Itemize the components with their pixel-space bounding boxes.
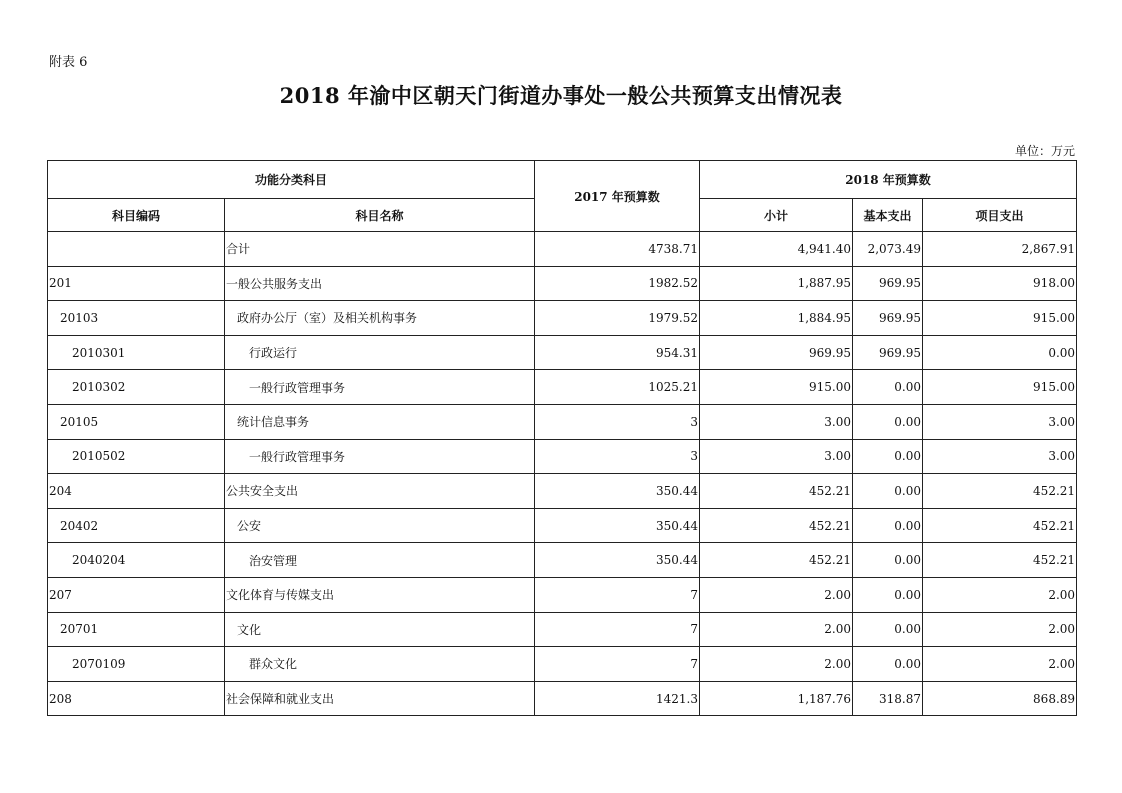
- subtotal-cell: 4,941.40: [700, 232, 853, 267]
- project-expense-cell: 452.21: [923, 543, 1077, 578]
- subtotal-cell: 452.21: [700, 508, 853, 543]
- table-row: [48, 370, 1077, 405]
- subject-code-cell: [48, 232, 225, 267]
- header-budget-2018: 2018 年预算数: [700, 161, 1077, 199]
- basic-expense-cell: 969.95: [853, 301, 923, 336]
- basic-expense-cell: 2,073.49: [853, 232, 923, 267]
- subject-name-cell: 合计: [225, 232, 535, 267]
- project-expense-cell: 2,867.91: [923, 232, 1077, 267]
- subject-name-cell: 治安管理: [225, 543, 535, 578]
- project-expense-cell: 452.21: [923, 508, 1077, 543]
- project-expense-cell: 0.00: [923, 335, 1077, 370]
- header-subject-name: 科目名称: [225, 199, 535, 232]
- subject-name-cell: 公共安全支出: [225, 474, 535, 509]
- subject-name-cell: 社会保障和就业支出: [225, 681, 535, 716]
- subject-name-cell: 公安: [225, 508, 535, 543]
- basic-expense-cell: 0.00: [853, 647, 923, 682]
- subtotal-cell: 1,187.76: [700, 681, 853, 716]
- subject-code-cell: 2070109: [48, 647, 225, 682]
- subject-code-cell: 20701: [48, 612, 225, 647]
- subject-code-cell: 204: [48, 474, 225, 509]
- table-row: [48, 577, 1077, 612]
- project-expense-cell: 2.00: [923, 647, 1077, 682]
- subject-name-cell: 行政运行: [225, 335, 535, 370]
- project-expense-cell: 2.00: [923, 612, 1077, 647]
- table-row: [48, 404, 1077, 439]
- subject-name-cell: 文化体育与传媒支出: [225, 577, 535, 612]
- subject-code-cell: 20103: [48, 301, 225, 336]
- subtotal-cell: 3.00: [700, 404, 853, 439]
- basic-expense-cell: 0.00: [853, 404, 923, 439]
- subject-code-cell: 2010502: [48, 439, 225, 474]
- subject-name-cell: 统计信息事务: [225, 404, 535, 439]
- subject-code-cell: 201: [48, 266, 225, 301]
- subject-name-cell: 文化: [225, 612, 535, 647]
- table-row: [48, 232, 1077, 267]
- subject-name-cell: 一般行政管理事务: [225, 370, 535, 405]
- subtotal-cell: 969.95: [700, 335, 853, 370]
- subtotal-cell: 1,884.95: [700, 301, 853, 336]
- subject-code-cell: 2010301: [48, 335, 225, 370]
- subject-code-cell: 2010302: [48, 370, 225, 405]
- budget-2017-cell: 4738.71: [535, 232, 700, 267]
- budget-table: [47, 160, 1077, 716]
- subtotal-cell: 452.21: [700, 474, 853, 509]
- header-row-1: [48, 161, 1077, 199]
- table-row: [48, 508, 1077, 543]
- page-title: 2018 年渝中区朝天门街道办事处一般公共预算支出情况表: [279, 83, 843, 108]
- budget-2017-cell: 7: [535, 612, 700, 647]
- header-basic-expense: 基本支出: [853, 199, 923, 232]
- basic-expense-cell: 0.00: [853, 577, 923, 612]
- budget-2017-cell: 3: [535, 439, 700, 474]
- header-func-class: 功能分类科目: [48, 161, 535, 199]
- subtotal-cell: 3.00: [700, 439, 853, 474]
- subject-code-cell: 20402: [48, 508, 225, 543]
- budget-2017-cell: 1979.52: [535, 301, 700, 336]
- subject-name-cell: 群众文化: [225, 647, 535, 682]
- header-subject-code: 科目编码: [48, 199, 225, 232]
- subject-code-cell: 2040204: [48, 543, 225, 578]
- basic-expense-cell: 0.00: [853, 508, 923, 543]
- table-row: [48, 266, 1077, 301]
- subtotal-cell: 915.00: [700, 370, 853, 405]
- subject-name-cell: 一般行政管理事务: [225, 439, 535, 474]
- table-row: [48, 543, 1077, 578]
- table-row: [48, 335, 1077, 370]
- basic-expense-cell: 969.95: [853, 266, 923, 301]
- project-expense-cell: 3.00: [923, 404, 1077, 439]
- budget-2017-cell: 7: [535, 647, 700, 682]
- subtotal-cell: 2.00: [700, 647, 853, 682]
- budget-2017-cell: 1025.21: [535, 370, 700, 405]
- table-row: [48, 647, 1077, 682]
- budget-2017-cell: 3: [535, 404, 700, 439]
- project-expense-cell: 868.89: [923, 681, 1077, 716]
- basic-expense-cell: 0.00: [853, 474, 923, 509]
- project-expense-cell: 452.21: [923, 474, 1077, 509]
- subject-name-cell: 政府办公厅（室）及相关机构事务: [225, 301, 535, 336]
- project-expense-cell: 3.00: [923, 439, 1077, 474]
- basic-expense-cell: 0.00: [853, 370, 923, 405]
- subject-name-cell: 一般公共服务支出: [225, 266, 535, 301]
- table-row: [48, 612, 1077, 647]
- budget-2017-cell: 1982.52: [535, 266, 700, 301]
- budget-2017-cell: 350.44: [535, 474, 700, 509]
- subject-code-cell: 207: [48, 577, 225, 612]
- header-project-expense: 项目支出: [923, 199, 1077, 232]
- table-row: [48, 301, 1077, 336]
- basic-expense-cell: 0.00: [853, 612, 923, 647]
- subject-code-cell: 208: [48, 681, 225, 716]
- header-budget-2017: 2017 年预算数: [535, 161, 700, 232]
- budget-2017-cell: 954.31: [535, 335, 700, 370]
- project-expense-cell: 915.00: [923, 301, 1077, 336]
- basic-expense-cell: 0.00: [853, 543, 923, 578]
- basic-expense-cell: 0.00: [853, 439, 923, 474]
- table-row: [48, 474, 1077, 509]
- project-expense-cell: 915.00: [923, 370, 1077, 405]
- subtotal-cell: 1,887.95: [700, 266, 853, 301]
- table-body: [48, 232, 1077, 716]
- project-expense-cell: 918.00: [923, 266, 1077, 301]
- header-subtotal: 小计: [700, 199, 853, 232]
- unit-label: 单位：万元: [1014, 144, 1075, 158]
- budget-2017-cell: 350.44: [535, 543, 700, 578]
- subtotal-cell: 2.00: [700, 577, 853, 612]
- table-row: [48, 439, 1077, 474]
- budget-2017-cell: 1421.3: [535, 681, 700, 716]
- budget-2017-cell: 350.44: [535, 508, 700, 543]
- subject-code-cell: 20105: [48, 404, 225, 439]
- basic-expense-cell: 969.95: [853, 335, 923, 370]
- appendix-label: 附表 6: [49, 55, 88, 70]
- budget-2017-cell: 7: [535, 577, 700, 612]
- subtotal-cell: 452.21: [700, 543, 853, 578]
- project-expense-cell: 2.00: [923, 577, 1077, 612]
- subtotal-cell: 2.00: [700, 612, 853, 647]
- basic-expense-cell: 318.87: [853, 681, 923, 716]
- table-row: [48, 681, 1077, 716]
